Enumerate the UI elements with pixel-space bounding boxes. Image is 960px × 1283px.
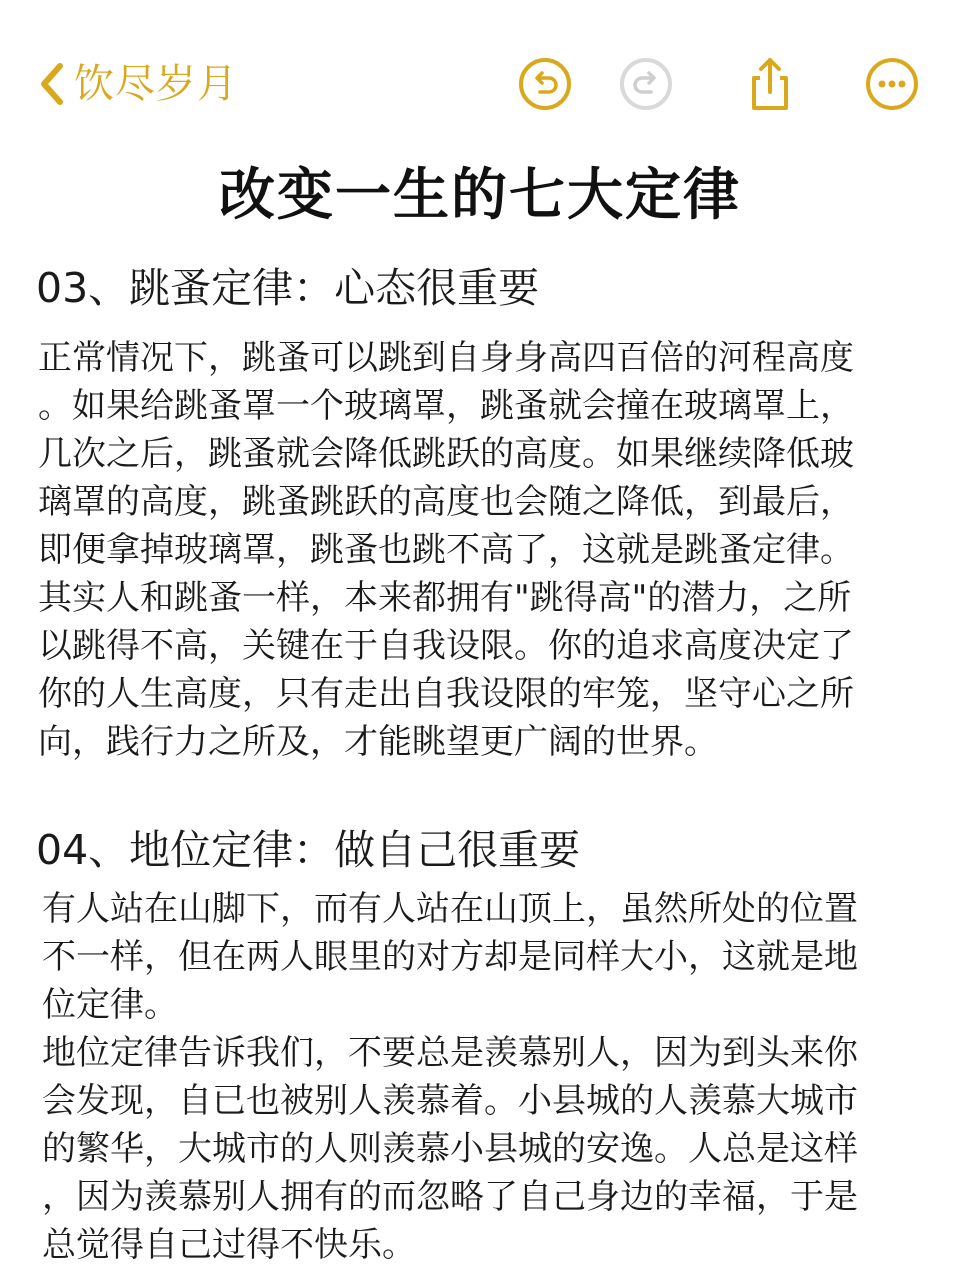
section-heading-04: 04、地位定律：做自己很重要 xyxy=(36,826,581,874)
body-line: 几次之后，跳蚤就会降低跳跃的高度。如果继续降低玻 xyxy=(38,434,854,474)
body-line: 你的人生高度，只有走出自我设限的牢笼，坚守心之所 xyxy=(38,674,854,714)
body-line: 的繁华，大城市的人则羡慕小县城的安逸。人总是这样 xyxy=(42,1129,858,1169)
body-line: 。如果给跳蚤罩一个玻璃罩，跳蚤就会撞在玻璃罩上， xyxy=(38,386,854,426)
more-icon xyxy=(864,56,920,112)
undo-button[interactable] xyxy=(517,56,573,112)
body-line: 不一样，但在两人眼里的对方却是同样大小，这就是地 xyxy=(42,937,858,977)
body-line: 向，践行力之所及，才能眺望更广阔的世界。 xyxy=(38,722,718,762)
body-line: 以跳得不高，关键在于自我设限。你的追求高度决定了 xyxy=(38,626,854,666)
share-button[interactable] xyxy=(742,56,798,112)
body-line: 地位定律告诉我们，不要总是羡慕别人，因为到头来你 xyxy=(42,1033,858,1073)
body-line: 璃罩的高度，跳蚤跳跃的高度也会随之降低，到最后， xyxy=(38,482,854,522)
chevron-left-icon xyxy=(36,60,68,108)
notes-toolbar xyxy=(0,0,960,160)
body-line: 其实人和跳蚤一样，本来都拥有"跳得高"的潜力，之所 xyxy=(38,578,852,618)
undo-icon xyxy=(517,56,573,112)
back-label: 饮尽岁月 xyxy=(74,61,238,107)
body-line: ，因为羡慕别人拥有的而忽略了自己身边的幸福，于是 xyxy=(42,1177,858,1217)
more-button[interactable] xyxy=(864,56,920,112)
section-heading-03: 03、跳蚤定律：心态很重要 xyxy=(36,264,540,312)
note-title: 改变一生的七大定律 xyxy=(219,163,741,228)
body-line: 正常情况下，跳蚤可以跳到自身身高四百倍的河程高度 xyxy=(38,338,854,378)
body-line: 位定律。 xyxy=(42,985,178,1025)
body-line: 会发现，自已也被别人羡慕着。小县城的人羡慕大城市 xyxy=(42,1081,858,1121)
share-icon xyxy=(742,56,798,112)
body-line: 有人站在山脚下，而有人站在山顶上，虽然所处的位置 xyxy=(42,889,858,929)
body-line: 即便拿掉玻璃罩，跳蚤也跳不高了，这就是跳蚤定律。 xyxy=(38,530,854,570)
section-body-03[interactable] xyxy=(38,334,854,766)
redo-button[interactable] xyxy=(618,56,674,112)
body-line: 总觉得自己过得不快乐。 xyxy=(42,1225,416,1265)
redo-icon xyxy=(618,56,674,112)
back-button[interactable] xyxy=(36,56,238,112)
section-body-04[interactable] xyxy=(42,885,858,1269)
